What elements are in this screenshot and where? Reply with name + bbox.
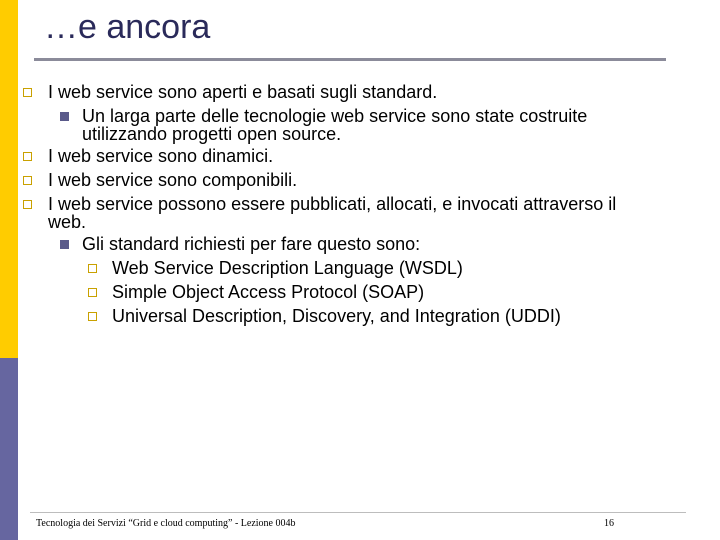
hollow-square-bullet-icon: [23, 152, 32, 161]
bullet-item: [20, 80, 700, 104]
bullet-text: I web service sono dinamici.: [48, 146, 274, 166]
hollow-square-bullet-icon: [23, 176, 32, 185]
accent-bar-top: [0, 0, 18, 358]
footer-divider: [30, 512, 686, 513]
hollow-square-bullet-icon: [88, 264, 97, 273]
bullet-item: [20, 192, 700, 216]
bullet-continuation: utilizzando progetti open source.: [82, 124, 342, 144]
accent-bar-bottom: [0, 358, 18, 540]
footer-text: Tecnologia dei Servizi “Grid e cloud computing” - Lezione 004b: [36, 518, 296, 529]
bullet-text: I web service sono aperti e basati sugli standard.: [48, 82, 438, 102]
filled-square-bullet-icon: [60, 112, 69, 121]
page-number: 16: [604, 518, 614, 529]
sub-sub-bullet-item: [20, 304, 700, 328]
bullet-continuation: web.: [48, 212, 87, 232]
sub-sub-bullet-item: [20, 256, 700, 280]
hollow-square-bullet-icon: [23, 200, 32, 209]
hollow-square-bullet-icon: [88, 312, 97, 321]
filled-square-bullet-icon: [60, 240, 69, 249]
hollow-square-bullet-icon: [88, 288, 97, 297]
sub-bullet-item: [20, 232, 700, 256]
title-divider: [34, 58, 666, 61]
sub-bullet-item: [20, 104, 700, 128]
bullet-text: Un larga parte delle tecnologie web service sono state costruite: [82, 106, 588, 126]
bullet-text: I web service possono essere pubblicati, allocati, e invocati attraverso il: [48, 194, 617, 214]
bullet-item: [20, 168, 700, 192]
bullet-text: Simple Object Access Protocol (SOAP): [112, 282, 425, 302]
bullet-text: I web service sono componibili.: [48, 170, 298, 190]
bullet-item: [20, 144, 700, 168]
sub-sub-bullet-item: [20, 280, 700, 304]
hollow-square-bullet-icon: [23, 88, 32, 97]
bullet-text: Web Service Description Language (WSDL): [112, 258, 463, 278]
bullet-text: Gli standard richiesti per fare questo sono:: [82, 234, 421, 254]
bullet-text: Universal Description, Discovery, and Integration (UDDI): [112, 306, 561, 326]
slide-body: [20, 80, 700, 328]
slide-title: …e ancora: [44, 8, 211, 46]
